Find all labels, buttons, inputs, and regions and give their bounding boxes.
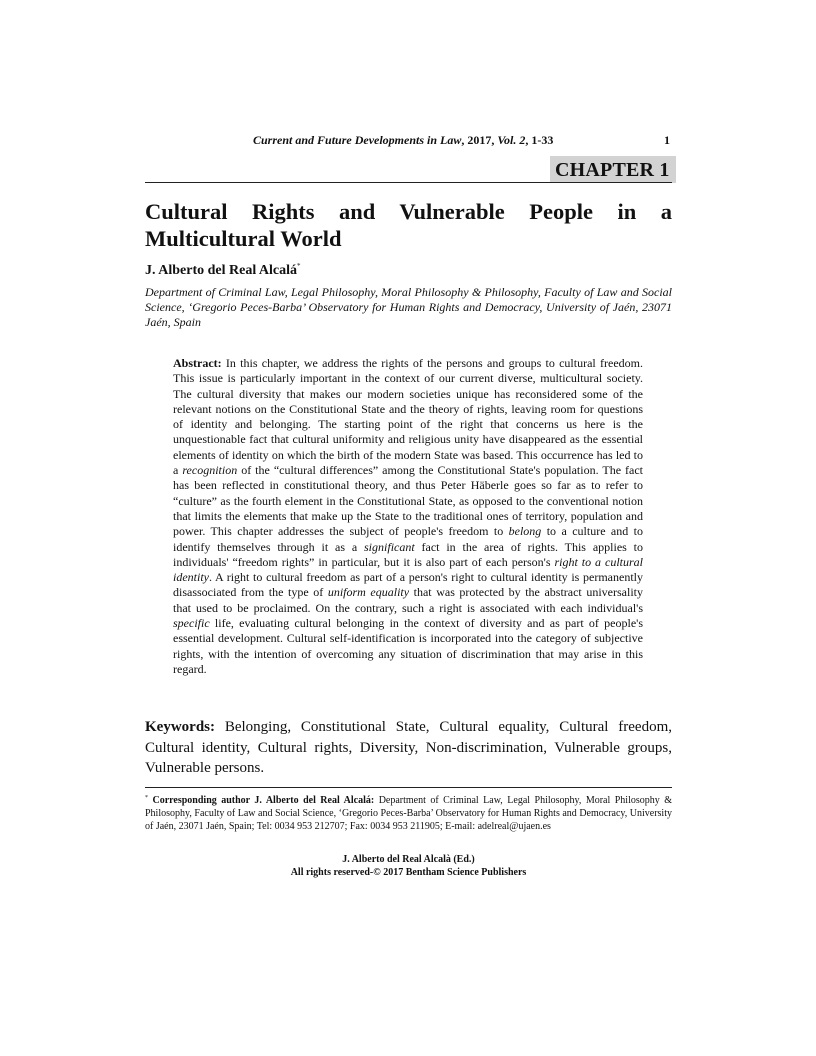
author-name: J. Alberto del Real Alcalá [145,263,298,278]
journal-pages: , 1-33 [525,133,554,147]
chapter-label: CHAPTER 1 [550,156,676,183]
journal-volume: Vol. 2 [497,133,526,147]
keywords-list: Belonging, Constitutional State, Cultural equality, Cultural freedom, Cultural identity, Cultural rights, Diversity, Non-discrimination, Vulnerable groups, Vulnerable persons. [145,719,672,776]
abstract-text: . A right to cultural freedom as part of a person's right to cultural identity is permanently disassociated from the type of [173,570,643,600]
abstract-emphasis: specific [173,616,210,631]
keywords [145,717,672,779]
header-divider [145,182,672,183]
abstract-label: Abstract: [173,356,222,370]
author-affiliation: Department of Criminal Law, Legal Philosophy, Moral Philosophy & Philosophy, Faculty of Law and Social Science, ‘Gregorio Peces-Barba’ Observatory for Human Rights and Democracy, University of Jaén, 23071 Jaén, Spain [145,285,672,330]
footer-rights: All rights reserved-© 2017 Bentham Science Publishers [290,867,527,878]
journal-year: , 2017, [461,133,498,147]
abstract-text: life, evaluating cultural belonging in the context of diversity and as part of people's essential development. Cultural self-identification is incorporated into the category of subjective rights, with the intention of overcoming any situation of discrimination that may arise in this regard. [173,616,643,676]
footnote-divider [145,787,672,788]
abstract-text: that was protected by the abstract universality that used to be proclaimed. On the contrary, such a right is associated with each individual's [173,585,643,615]
abstract-emphasis: significant [364,539,415,554]
footer-editor: J. Alberto del Real Alcalà (Ed.) [342,854,475,865]
abstract [173,356,643,677]
footnote-label: Corresponding author J. Alberto del Real Alcalá: [152,795,375,806]
footnote [145,792,672,833]
abstract-text: fact in the area of rights. This applies to individuals' “freedom rights” in particular, but it is also part of each person's [173,539,643,569]
footnote-text: Department of Criminal Law, Legal Philosophy, Moral Philosophy & Philosophy, Faculty of Law and Social Science, ‘Gregorio Peces-Barba’ Observatory for Human Rights and Democracy, University of Jaén, 23071 Jaén, Spain; Tel: 0034 953 212707; Fax: 0034 953 211905; E-mail: adelreal@ujaen.es [145,795,672,832]
abstract-text: of the “cultural differences” among the Constitutional State's population. The fact has been reflected in constitutional theory, and thus Peter Häberle goes so far as to refer to “culture” as the fourth element in the Constitutional State, as opposed to the conventional notion that limits the elements that make up the State to the traditional ones of territory, population and power. This chapter addresses the subject of people's freedom to [173,463,643,539]
abstract-emphasis: belong [508,524,542,539]
author-footnote-marker[interactable]: * [297,262,301,270]
abstract-emphasis: right to a cultural identity [173,554,643,585]
journal-name: Current and Future Developments in Law [253,133,462,147]
footnote-marker: * [145,795,148,801]
keywords-label: Keywords: [145,719,215,735]
abstract-emphasis: recognition [182,463,238,478]
abstract-emphasis: uniform equality [327,585,410,600]
abstract-text: In this chapter, we address the rights of the persons and groups to cultural freedom. This issue is particularly important in the context of our current diverse, multicultural society. The cultural diversity that makes our modern societies unique has reconsidered some of the relevant notions on the Constitutional State and the theory of rights, leaving room for questions of identity and belonging. The starting point of the right that concerns us here is the unquestionable fact that cultural uniformity and religious unity have disappeared as the essential elements of identity on which the birth of the modern State was based. This occurrence has led to a [173,356,643,478]
author-line [145,262,301,279]
running-head [253,133,553,148]
chapter-title: Cultural Rights and Vulnerable People in a Multicultural World [145,199,672,251]
abstract-text: to a culture and to identify themselves through it as a [173,524,644,554]
page-number: 1 [664,133,670,147]
